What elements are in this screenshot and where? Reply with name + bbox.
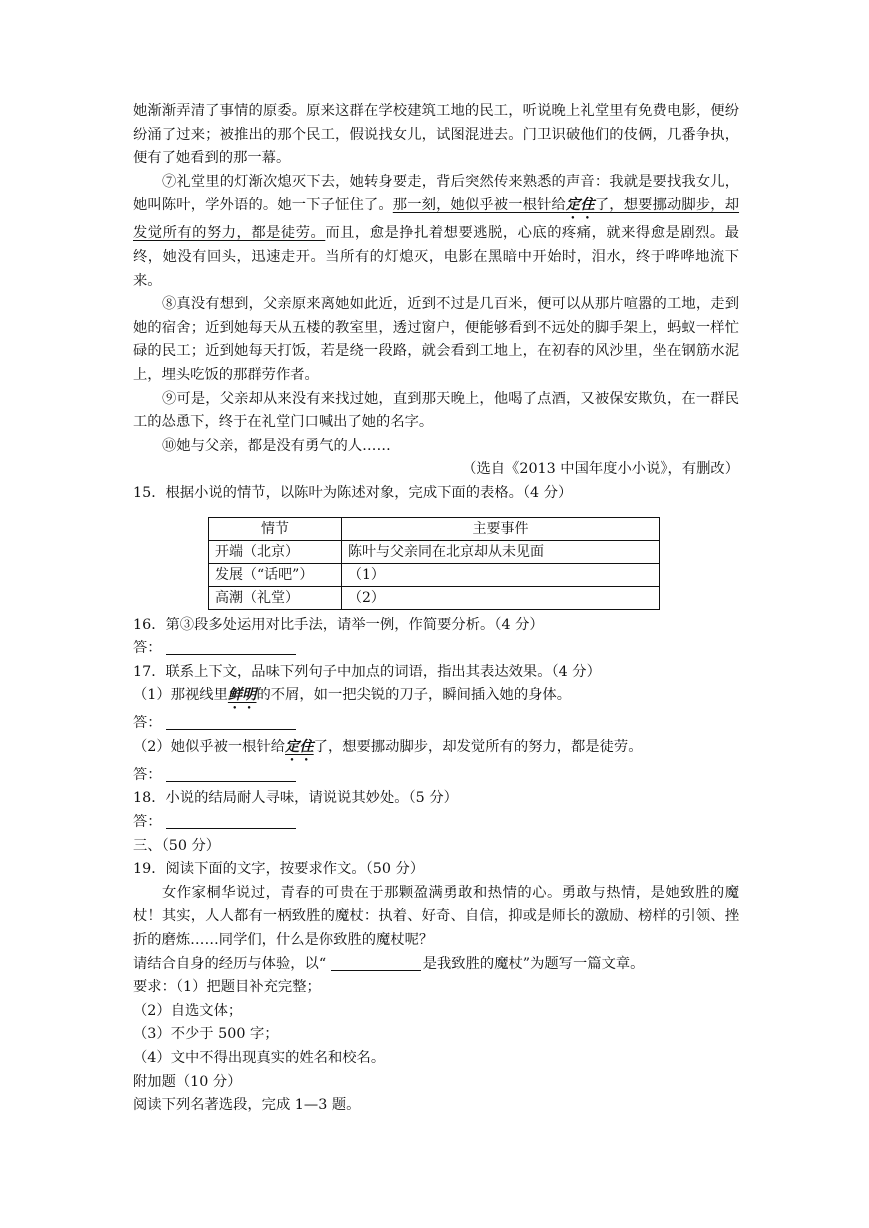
answer-blank[interactable]	[166, 814, 296, 829]
answer-label: 答：	[133, 766, 162, 783]
bonus-instruction: 阅读下列名著选段，完成 1—3 题。	[133, 1097, 361, 1114]
answer-line-17-1	[133, 712, 739, 736]
essay-prompt	[133, 953, 739, 977]
answer-label: 答：	[133, 715, 162, 732]
question-17-sentence-2	[133, 736, 739, 764]
q17-s2-text-b: 了，想要挪动脚步，却发觉所有的努力，都是徒劳。	[313, 738, 643, 755]
story-paragraph-8: ⑧真没有想到，父亲原来离她如此近，近到不过是几百米，便可以从那片喧嚣的工地，走到她的宿舍；近到她每天从五楼的教室里，透过窗户，便能够看到不远处的脚手架上，蚂蚁一样忙碌的民工；近到她每天打饭，若是绕一段路，就会看到工地上，在初春的风沙里，坐在钢筋水泥上，埋头吃饭的那群劳作者。	[133, 296, 739, 383]
essay-prompt-a: 请结合自身的经历与体验，以“	[133, 955, 331, 972]
section-3-heading: 三、（50 分）	[133, 837, 221, 854]
q17-s2-emphasized-word: 定住	[285, 738, 314, 755]
answer-line-17-2	[133, 764, 739, 788]
bonus-heading: 附加题（10 分）	[133, 1073, 242, 1090]
question-19: 19．阅读下面的文字，按要求作文。（50 分）	[133, 861, 425, 878]
answer-cell-1[interactable]: （1）	[342, 563, 660, 586]
question-17-sentence-1	[133, 684, 739, 712]
table-cell: 高潮（礼堂）	[209, 586, 342, 609]
p7-underlined-part-1: 那一刻，她似乎被一根针给	[392, 197, 566, 214]
q17-s1-text-b: 的不屑，如一把尖锐的刀子，瞬间插入她的身体。	[256, 687, 572, 704]
essay-requirement-3: （3）不少于 500 字；	[133, 1026, 279, 1043]
answer-label: 答：	[133, 814, 162, 831]
answer-blank[interactable]	[166, 715, 296, 730]
p7-text-b: 而且，愈是挣扎着想要逃脱，心底的疼痛，就来得愈是剧烈。最终，她没有回头，迅速走开。当所有的灯熄灭，电影在黑暗中开始时，泪水，终于哗哗地流下来。	[133, 225, 740, 289]
q17-s1-emphasized-word: 鲜明	[227, 687, 257, 704]
story-paragraph-7	[133, 171, 739, 293]
essay-passage: 女作家桐华说过，青春的可贵在于那颗盈满勇敢和热情的心。勇敢与热情，是她致胜的魔杖！其实，人人都有一柄致胜的魔杖：执着、好奇、自信，抑或是师长的激励、榜样的引领、挫折的磨炼……同学们，什么是你致胜的魔杖呢？	[133, 884, 739, 949]
table-row	[209, 540, 660, 563]
story-source: （选自《2013 中国年度小小说》，有删改）	[462, 461, 739, 478]
plot-table-header	[209, 517, 660, 540]
answer-label: 答：	[133, 640, 162, 657]
essay-requirement-2: （2）自选文体；	[133, 1002, 243, 1019]
q17-s2-text-a: （2）她似乎被一根针给	[133, 738, 286, 755]
story-paragraph-continued: 她渐渐弄清了事情的原委。原来这群在学校建筑工地的民工，听说晚上礼堂里有免费电影，便纷纷涌了过来；被推出的那个民工，假说找女儿，试图混进去。门卫识破他们的伎俩，几番争执，便有了她看到的那一幕。	[133, 103, 739, 167]
answer-blank[interactable]	[166, 767, 296, 782]
table-cell: 发展（“话吧”）	[209, 563, 342, 586]
plot-table	[208, 517, 660, 610]
question-16: 16．第③段多处运用对比手法，请举一例，作简要分析。（4 分）	[133, 616, 544, 633]
answer-line-18	[133, 811, 739, 835]
answer-line-16	[133, 637, 739, 661]
header-cell-plot: 情节	[209, 517, 342, 540]
essay-requirement-4: （4）文中不得出现真实的姓名和校名。	[133, 1050, 386, 1066]
p7-underlined-part-2: 了，想要挪动脚步，却发觉所有的努力，都是徒劳。	[133, 197, 740, 242]
q17-s1-text-a: （1）那视线里	[133, 687, 228, 704]
table-row	[209, 586, 660, 609]
table-cell: 陈叶与父亲同在北京却从未见面	[342, 540, 660, 563]
title-blank[interactable]	[331, 956, 421, 971]
essay-requirement-1: 要求：（1）把题目补充完整；	[133, 979, 321, 996]
question-18: 18．小说的结局耐人寻味，请说说其妙处。（5 分）	[133, 790, 458, 807]
table-cell: 开端（北京）	[209, 540, 342, 563]
p7-text-a: ⑦礼堂里的灯渐次熄灭下去，她转身要走，背后突然传来熟悉的声音：我就是要找我女儿，她叫陈叶，学外语的。她一下子怔住了。	[133, 173, 739, 214]
answer-cell-2[interactable]: （2）	[342, 586, 660, 609]
question-15: 15．根据小说的情节，以陈叶为陈述对象，完成下面的表格。（4 分）	[133, 484, 573, 501]
story-paragraph-9: ⑨可是，父亲却从来没有来找过她，直到那天晚上，他喝了点酒，又被保安欺负，在一群民工的怂恿下，终于在礼堂门口喊出了她的名字。	[133, 390, 739, 431]
table-row	[209, 563, 660, 586]
story-paragraph-10: ⑩她与父亲，都是没有勇气的人……	[162, 437, 391, 454]
header-cell-event: 主要事件	[342, 517, 660, 540]
exam-page	[133, 100, 739, 1118]
answer-blank[interactable]	[166, 640, 296, 655]
p7-emphasized-word: 定住	[565, 197, 595, 214]
essay-prompt-b: 是我致胜的魔杖”为题写一篇文章。	[422, 955, 645, 972]
question-17: 17．联系上下文，品味下列句子中加点的词语，指出其表达效果。（4 分）	[133, 663, 601, 680]
